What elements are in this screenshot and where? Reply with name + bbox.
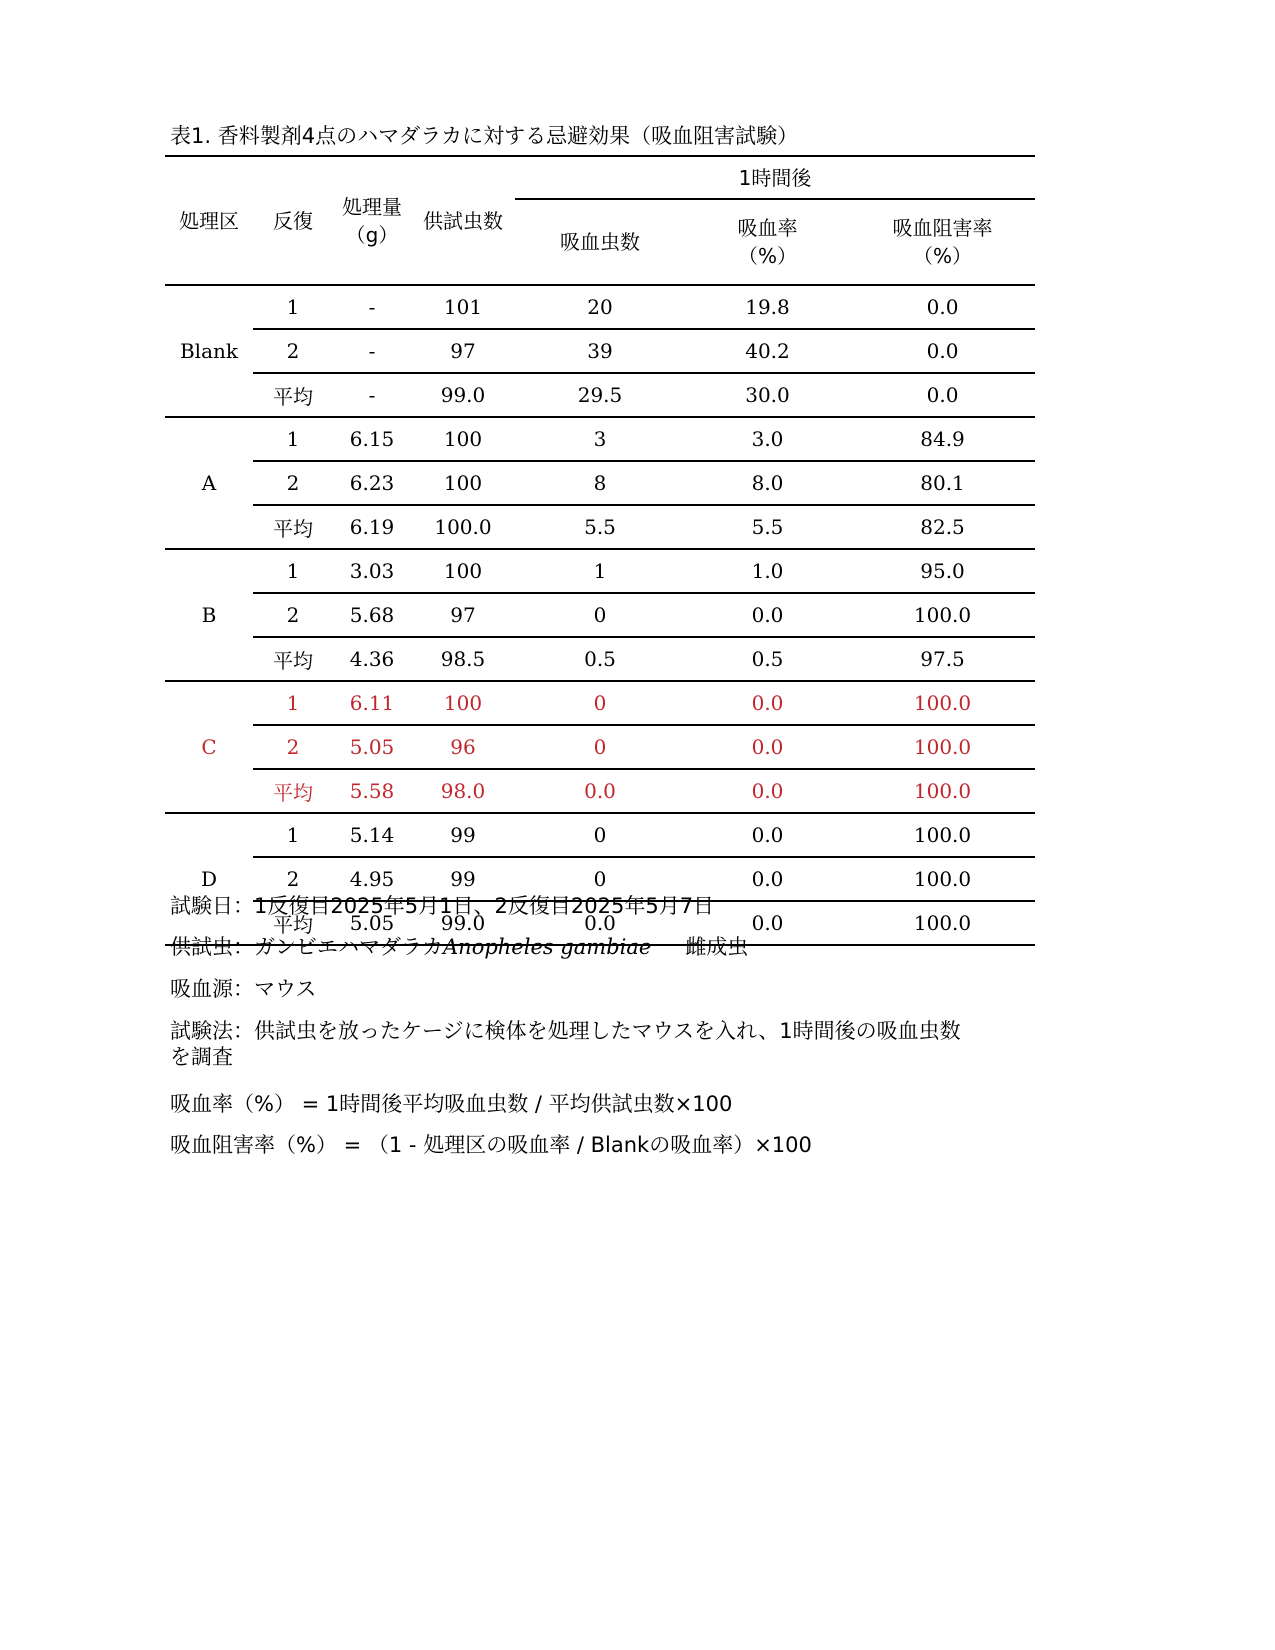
cell-rep: 1 [253,417,333,461]
table-row [165,373,1035,417]
cell-insects: 100.0 [411,505,515,549]
cell-insects: 99.0 [411,901,515,945]
header-col-group: 1時間後 [515,156,1035,199]
cell-blood-rate: 3.0 [685,417,850,461]
table-row [165,593,1035,637]
cell-inhibition: 100.0 [850,725,1035,769]
header-rep: 反復 [273,208,313,233]
cell-inhibition: 100.0 [850,813,1035,857]
cell-blood-rate: 1.0 [685,549,850,593]
cell-insects: 97 [411,593,515,637]
cell-blood-count: 29.5 [515,373,685,417]
table-row [165,637,1035,681]
cell-amount: 5.05 [333,725,411,769]
cell-blood-rate: 0.5 [685,637,850,681]
group-label: Blank [165,285,253,417]
cell-blood-rate: 0.0 [685,593,850,637]
cell-blood-count: 0.0 [515,769,685,813]
cell-rep: 1 [253,549,333,593]
group-label: A [165,417,253,549]
note-blood-source: 吸血源：マウス [170,977,317,1001]
cell-rep: 1 [253,285,333,329]
table-row [165,725,1035,769]
cell-amount: 5.68 [333,593,411,637]
cell-blood-count: 0 [515,681,685,725]
cell-insects: 100 [411,417,515,461]
cell-blood-count: 0 [515,813,685,857]
cell-inhibition: 0.0 [850,329,1035,373]
cell-blood-count: 39 [515,329,685,373]
cell-blood-rate: 0.0 [685,857,850,901]
cell-inhibition: 0.0 [850,373,1035,417]
cell-blood-rate: 0.0 [685,813,850,857]
cell-amount: 4.95 [333,857,411,901]
cell-inhibition: 100.0 [850,681,1035,725]
cell-inhibition: 84.9 [850,417,1035,461]
cell-inhibition: 0.0 [850,285,1035,329]
header-treatment: 処理区 [179,208,239,233]
note-test-date: 試験日：1反復目2025年5月1日、2反復目2025年5月7日 [170,894,715,918]
cell-blood-count: 0.5 [515,637,685,681]
cell-inhibition: 95.0 [850,549,1035,593]
table-row [165,813,1035,857]
cell-rep: 2 [253,461,333,505]
cell-rep: 2 [253,593,333,637]
cell-inhibition: 100.0 [850,857,1035,901]
table-row [165,769,1035,813]
cell-insects: 99 [411,813,515,857]
cell-rep: 平均 [253,505,333,549]
table-row [165,505,1035,549]
cell-amount: 3.03 [333,549,411,593]
header-blood-count: 吸血虫数 [560,230,640,254]
note-formula-inhibition: 吸血阻害率（%） = （1 - 処理区の吸血率 / Blankの吸血率）×100 [170,1133,812,1157]
cell-insects: 100 [411,681,515,725]
cell-rep: 2 [253,857,333,901]
cell-blood-rate: 0.0 [685,901,850,945]
cell-inhibition: 100.0 [850,593,1035,637]
note-insect: 供試虫：ガンビエハマダラカAnopheles gambiae 雌成虫 [170,935,749,959]
header-insects: 供試虫数 [423,208,503,233]
cell-amount: 6.15 [333,417,411,461]
cell-blood-rate: 0.0 [685,769,850,813]
cell-amount: - [333,285,411,329]
cell-amount: - [333,329,411,373]
cell-insects: 99.0 [411,373,515,417]
table-row [165,681,1035,725]
cell-amount: 5.05 [333,901,411,945]
header-blood-rate: 吸血率 （%） [737,216,798,268]
cell-amount: 4.36 [333,637,411,681]
cell-insects: 97 [411,329,515,373]
cell-blood-count: 0 [515,857,685,901]
cell-amount: 5.58 [333,769,411,813]
header-inhibition: 吸血阻害率 （%） [892,216,993,268]
table-row [165,285,1035,329]
cell-inhibition: 100.0 [850,901,1035,945]
group-label: C [165,681,253,813]
table-row [165,417,1035,461]
cell-blood-count: 0 [515,593,685,637]
cell-rep: 平均 [253,769,333,813]
cell-amount: - [333,373,411,417]
cell-inhibition: 80.1 [850,461,1035,505]
table-caption: 表1. 香料製剤4点のハマダラカに対する忌避効果（吸血阻害試験） [170,124,799,148]
cell-blood-count: 0.0 [515,901,685,945]
cell-blood-count: 5.5 [515,505,685,549]
cell-insects: 98.5 [411,637,515,681]
cell-inhibition: 97.5 [850,637,1035,681]
cell-amount: 6.19 [333,505,411,549]
cell-blood-count: 8 [515,461,685,505]
cell-rep: 1 [253,681,333,725]
cell-blood-rate: 40.2 [685,329,850,373]
cell-insects: 96 [411,725,515,769]
cell-blood-rate: 0.0 [685,725,850,769]
cell-insects: 100 [411,549,515,593]
cell-rep: 2 [253,329,333,373]
repellency-table [165,155,1035,946]
table-row [165,461,1035,505]
cell-inhibition: 82.5 [850,505,1035,549]
cell-amount: 6.23 [333,461,411,505]
cell-blood-rate: 19.8 [685,285,850,329]
note-formula-rate: 吸血率（%） = 1時間後平均吸血虫数 / 平均供試虫数×100 [170,1092,733,1116]
cell-insects: 98.0 [411,769,515,813]
cell-blood-count: 0 [515,725,685,769]
table-row [165,549,1035,593]
cell-amount: 6.11 [333,681,411,725]
group-label: D [165,813,253,945]
cell-blood-rate: 5.5 [685,505,850,549]
table-row [165,329,1035,373]
cell-blood-count: 3 [515,417,685,461]
cell-rep: 2 [253,725,333,769]
species-name: Anopheles gambiae [443,935,652,959]
cell-blood-rate: 0.0 [685,681,850,725]
cell-blood-rate: 8.0 [685,461,850,505]
note-method: 試験法：供試虫を放ったケージに検体を処理したマウスを入れ、1時間後の吸血虫数 を調査 [170,1019,961,1069]
cell-rep: 平均 [253,637,333,681]
cell-rep: 1 [253,813,333,857]
header-amount: 処理量 （g） [342,194,402,247]
cell-insects: 101 [411,285,515,329]
cell-insects: 100 [411,461,515,505]
cell-inhibition: 100.0 [850,769,1035,813]
cell-insects: 99 [411,857,515,901]
cell-blood-rate: 30.0 [685,373,850,417]
cell-blood-count: 1 [515,549,685,593]
cell-amount: 5.14 [333,813,411,857]
cell-rep: 平均 [253,373,333,417]
cell-rep: 平均 [253,901,333,945]
group-label: B [165,549,253,681]
cell-blood-count: 20 [515,285,685,329]
